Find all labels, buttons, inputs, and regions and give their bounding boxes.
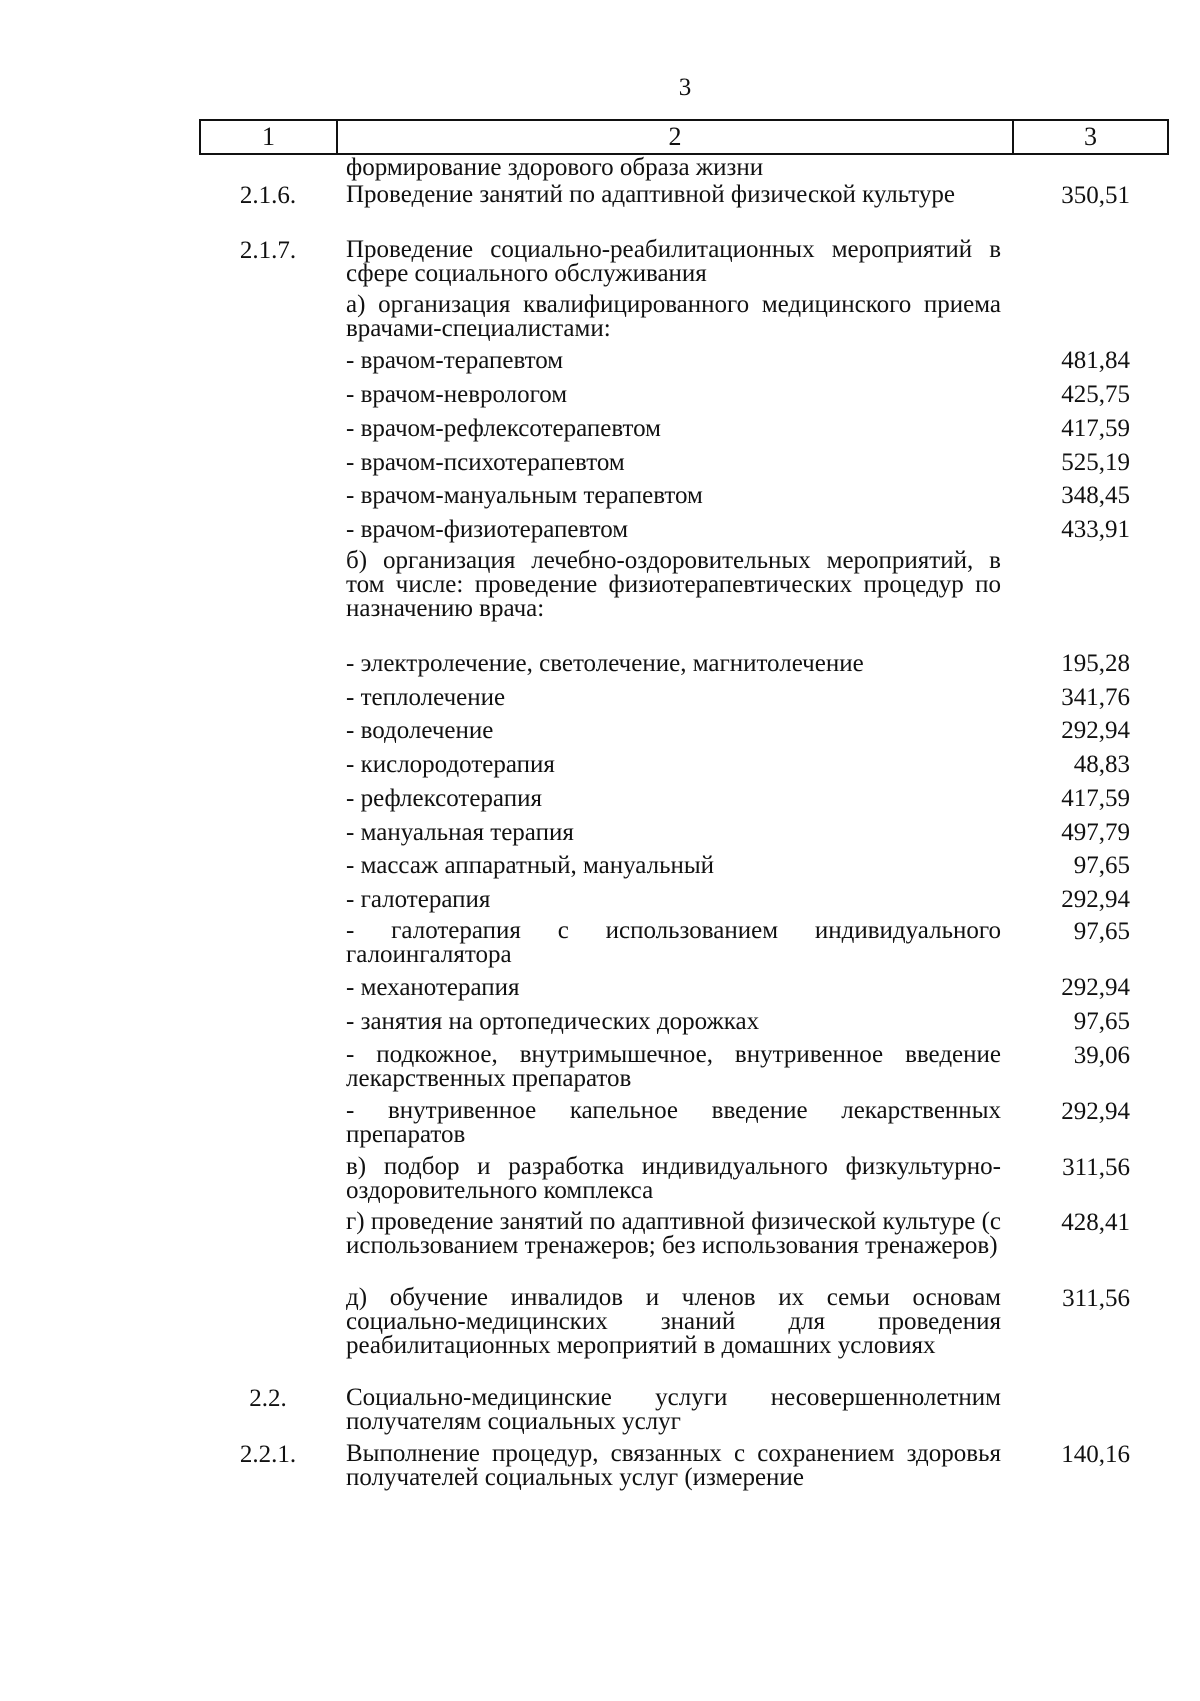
row-description: - врачом-психотерапевтом — [346, 449, 625, 476]
row-description: г) проведение занятий по адаптивной физической культуре (с использованием тренажеров; без использования тренажеров) — [346, 1208, 1001, 1259]
row-value: 292,94 — [1061, 717, 1130, 744]
row-description: - врачом-физиотерапевтом — [346, 516, 629, 543]
row-description: а) организация квалифицированного медицинского приема врачами-специалистами: — [346, 291, 1001, 342]
row-value: 97,65 — [1073, 852, 1130, 879]
table-header — [199, 119, 1169, 155]
row-value: 350,51 — [1061, 182, 1130, 209]
header-col-1: 1 — [201, 121, 338, 153]
row-number: 2.1.7. — [239, 237, 297, 264]
row-value: 497,79 — [1061, 819, 1130, 846]
row-description: Выполнение процедур, связанных с сохранением здоровья получателей социальных услуг (измерение — [346, 1440, 1001, 1491]
row-value: 292,94 — [1061, 886, 1130, 913]
header-col-3: 3 — [1084, 122, 1097, 151]
header-col-2: 2 — [338, 121, 1014, 153]
row-number: 2.2.1. — [239, 1441, 297, 1468]
row-description: - массаж аппаратный, мануальный — [346, 852, 715, 879]
continuation-text: формирование здорового образа жизни — [346, 154, 764, 181]
row-description: Проведение социально-реабилитационных мероприятий в сфере социального обслуживания — [346, 236, 1001, 287]
row-value: 525,19 — [1061, 449, 1130, 476]
row-number: 2.2. — [249, 1385, 287, 1412]
row-description: - занятия на ортопедических дорожках — [346, 1008, 760, 1035]
row-description: Проведение занятий по адаптивной физической культуре — [346, 181, 955, 208]
row-description: - мануальная терапия — [346, 819, 574, 846]
row-description: - галотерапия с использованием индивидуального галоингалятора — [346, 917, 1001, 968]
row-description: д) обучение инвалидов и членов их семьи основам социально-медицинских знаний для проведения реабилитационных мероприятий в домашних условиях — [346, 1284, 1001, 1359]
row-value: 428,41 — [1061, 1209, 1130, 1236]
row-description: - водолечение — [346, 717, 494, 744]
row-number: 2.1.6. — [239, 182, 297, 209]
row-description: б) организация лечебно-оздоровительных мероприятий, в том числе: проведение физиотерапевтических процедур по назначению врача: — [346, 547, 1001, 622]
row-description: - врачом-рефлексотерапевтом — [346, 415, 661, 442]
row-description: - подкожное, внутримышечное, внутривенное введение лекарственных препаратов — [346, 1041, 1001, 1092]
row-description: - механотерапия — [346, 974, 520, 1001]
row-value: 292,94 — [1061, 1098, 1130, 1125]
row-description: - врачом-терапевтом — [346, 347, 564, 374]
page-number: 3 — [678, 74, 692, 101]
row-description: - врачом-неврологом — [346, 381, 568, 408]
row-description: - кислородотерапия — [346, 751, 555, 778]
row-description: - галотерапия — [346, 886, 491, 913]
row-value: 195,28 — [1061, 650, 1130, 677]
row-value: 348,45 — [1061, 482, 1130, 509]
row-value: 140,16 — [1061, 1441, 1130, 1468]
row-value: 481,84 — [1061, 347, 1130, 374]
row-description: - врачом-мануальным терапевтом — [346, 482, 703, 509]
row-value: 417,59 — [1061, 785, 1130, 812]
row-value: 311,56 — [1062, 1285, 1130, 1312]
row-value: 425,75 — [1061, 381, 1130, 408]
row-value: 433,91 — [1061, 516, 1130, 543]
row-value: 48,83 — [1073, 751, 1130, 778]
row-description: - электролечение, светолечение, магнитолечение — [346, 650, 864, 677]
row-description: - рефлексотерапия — [346, 785, 542, 812]
row-value: 311,56 — [1062, 1154, 1130, 1181]
row-description: - теплолечение — [346, 684, 506, 711]
row-value: 97,65 — [1073, 918, 1130, 945]
row-description: Социально-медицинские услуги несовершеннолетним получателям социальных услуг — [346, 1384, 1001, 1435]
row-description: - внутривенное капельное введение лекарственных препаратов — [346, 1097, 1001, 1148]
row-value: 39,06 — [1073, 1042, 1130, 1069]
row-value: 417,59 — [1061, 415, 1130, 442]
row-value: 97,65 — [1073, 1008, 1130, 1035]
row-description: в) подбор и разработка индивидуального физкультурно-оздоровительного комплекса — [346, 1153, 1001, 1204]
row-value: 341,76 — [1061, 684, 1130, 711]
row-value: 292,94 — [1061, 974, 1130, 1001]
